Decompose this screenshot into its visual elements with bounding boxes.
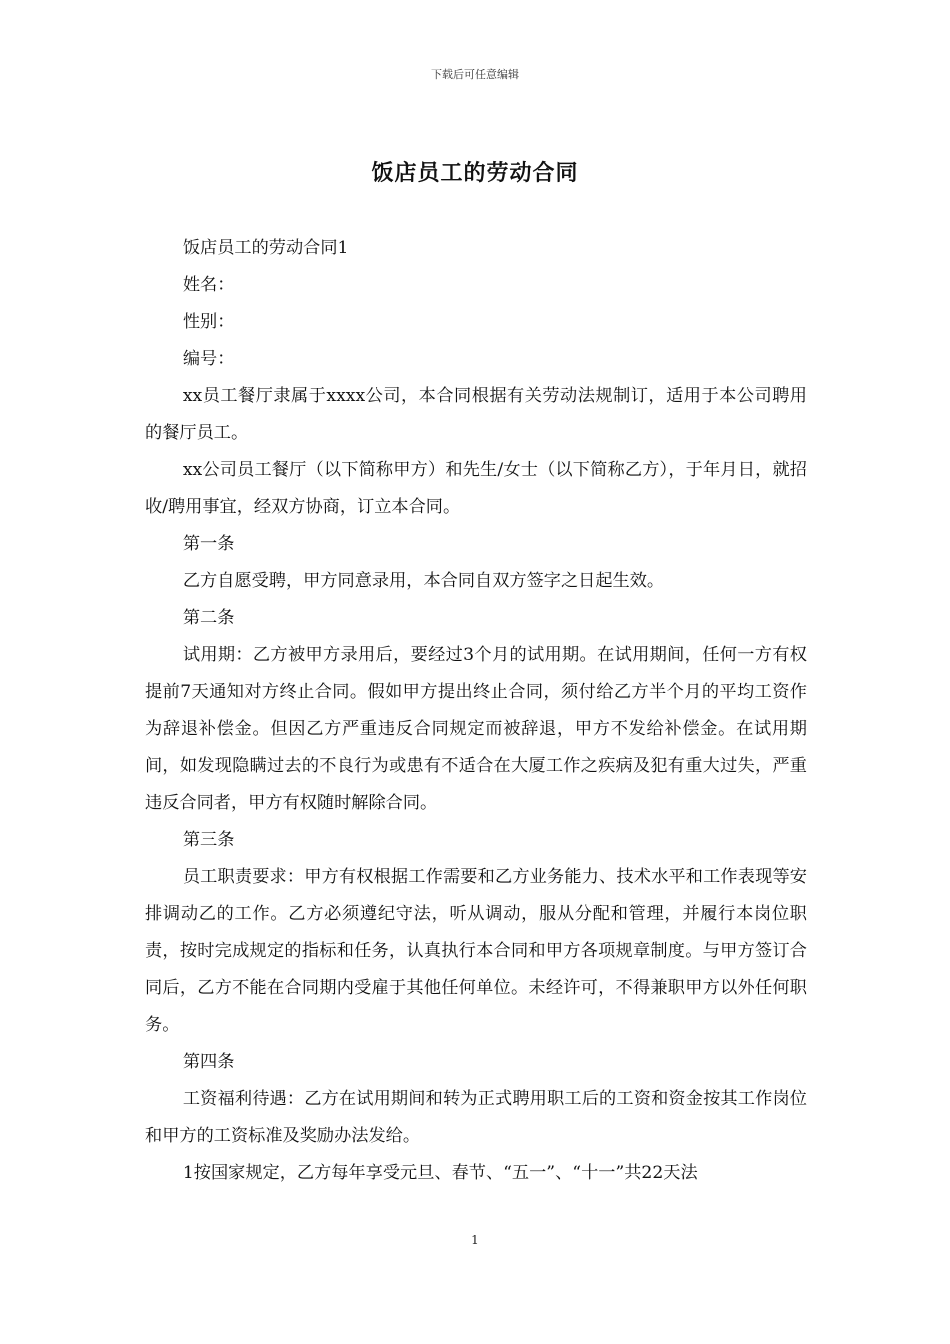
article-1-text: 乙方自愿受聘，甲方同意录用，本合同自双方签字之日起生效。 [182, 571, 665, 591]
document-title: 饭店员工的劳动合同 [371, 160, 579, 186]
article-4-item-1: 1按国家规定，乙方每年享受元旦、春节、“五一”、“十一”共22天法 [182, 1163, 698, 1183]
article-4-heading: 第四条 [182, 1052, 235, 1072]
article-2-heading: 第二条 [182, 608, 235, 628]
article-2-text: 试用期：乙方被甲方录用后，要经过3个月的试用期。在试用期间，任何一方有权提前7天通知对方终止合同。假如甲方提出终止合同，须付给乙方半个月的平均工资作为辞退补偿金。但因乙方严重违反合同规定而被辞退，甲方不发给补偿金。在试用期间，如发现隐瞒过去的不良行为或患有不适合在大厦工作之疾病及犯有重大过失，严重违反合同者，甲方有权随时解除合同。 [145, 645, 807, 813]
page-number: 1 [471, 1233, 479, 1247]
gender-field-label: 性别： [182, 312, 235, 332]
article-1-heading: 第一条 [182, 534, 235, 554]
name-field-label: 姓名： [182, 275, 235, 295]
contract-subtitle: 饭店员工的劳动合同1 [182, 238, 349, 258]
number-field-label: 编号： [182, 349, 235, 369]
article-4-text: 工资福利待遇：乙方在试用期间和转为正式聘用职工后的工资和资金按其工作岗位和甲方的工资标准及奖励办法发给。 [145, 1089, 807, 1146]
document-body [145, 230, 807, 1192]
parties-paragraph: xx公司员工餐厅（以下简称甲方）和先生/女士（以下简称乙方），于年月日，就招收/聘用事宜，经双方协商，订立本合同。 [145, 460, 807, 517]
article-3-heading: 第三条 [182, 830, 235, 850]
page-header-note: 下载后可任意编辑 [431, 68, 519, 81]
article-3-text: 员工职责要求：甲方有权根据工作需要和乙方业务能力、技术水平和工作表现等安排调动乙的工作。乙方必须遵纪守法，听从调动，服从分配和管理，并履行本岗位职责，按时完成规定的指标和任务，认真执行本合同和甲方各项规章制度。与甲方签订合同后，乙方不能在合同期内受雇于其他任何单位。未经许可，不得兼职甲方以外任何职务。 [145, 867, 807, 1035]
intro-paragraph: xx员工餐厅隶属于xxxx公司，本合同根据有关劳动法规制订，适用于本公司聘用的餐厅员工。 [145, 386, 807, 443]
